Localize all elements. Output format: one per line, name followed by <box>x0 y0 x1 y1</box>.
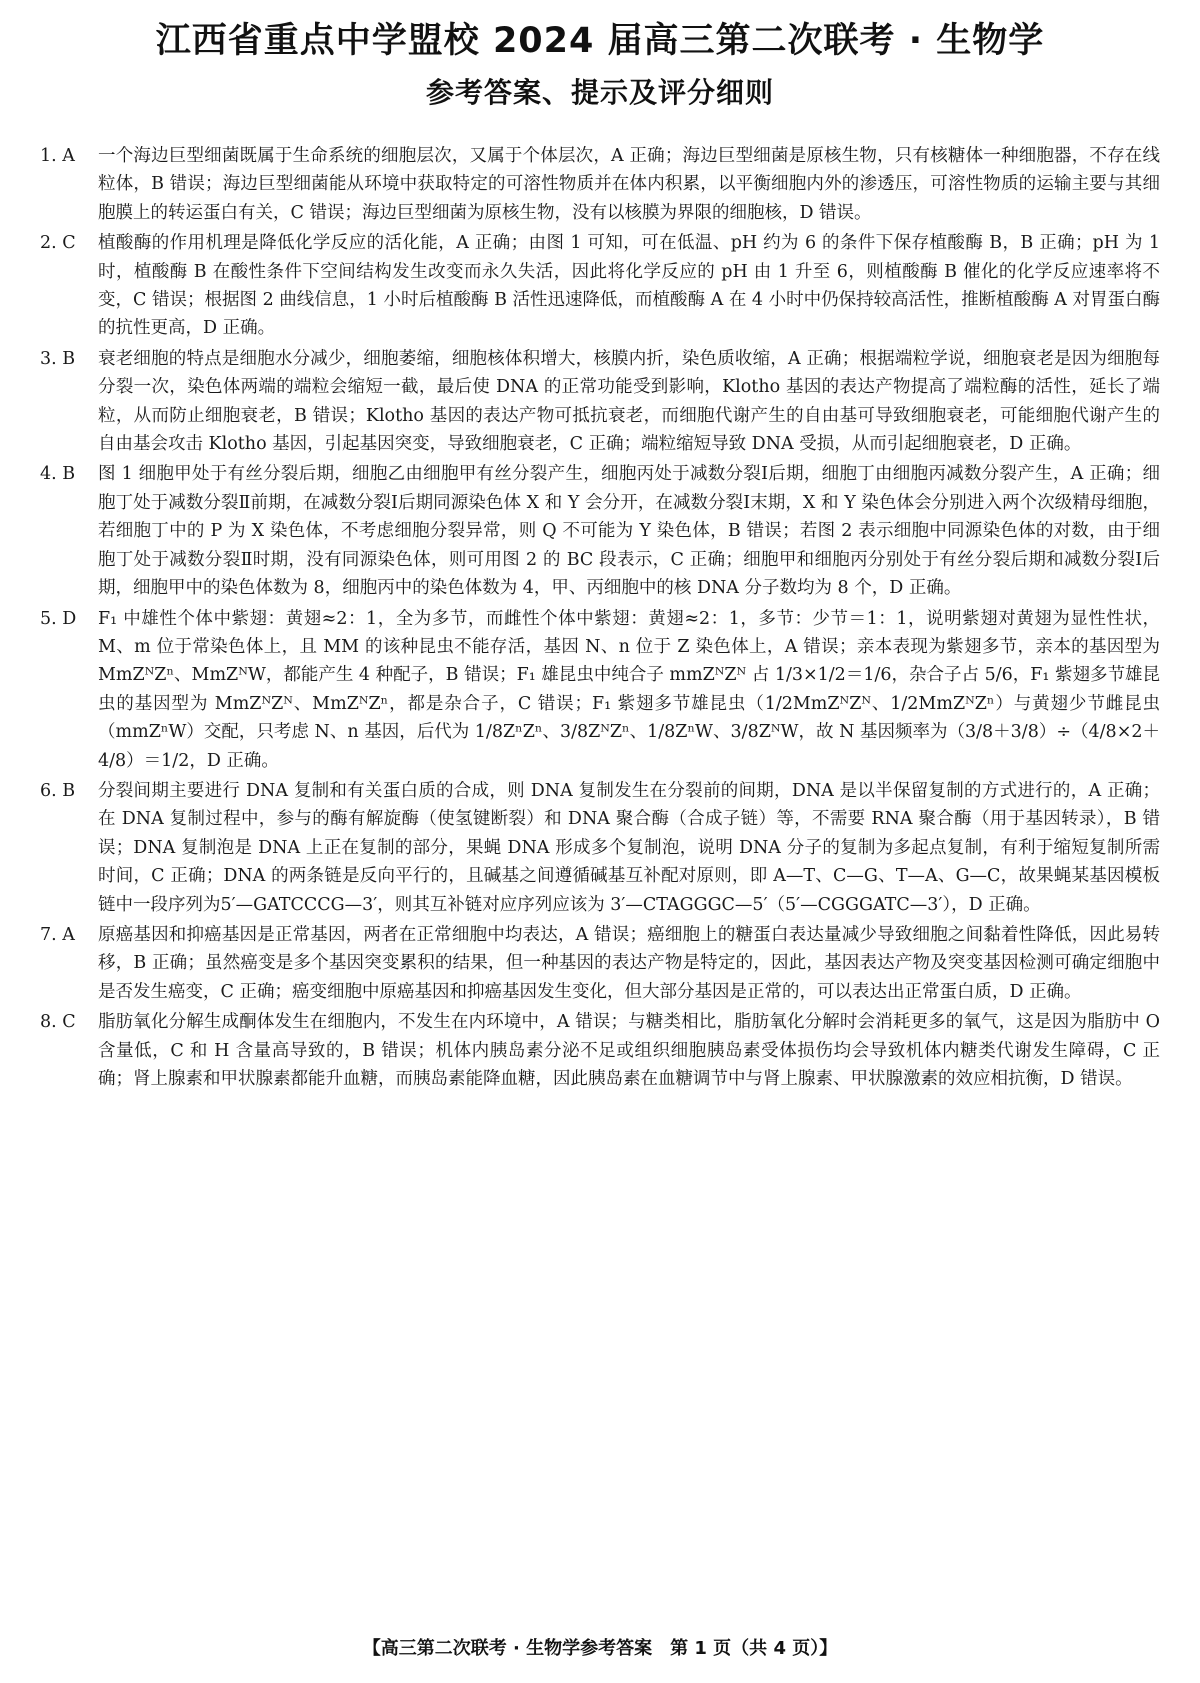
answer-number: 2. C <box>40 233 76 254</box>
answer-item-5 <box>40 605 1160 775</box>
answer-item-6 <box>40 777 1160 919</box>
answer-number: 1. A <box>40 146 75 166</box>
answer-number: 8. C <box>40 1012 76 1033</box>
answer-item-3 <box>40 345 1160 459</box>
answer-item-8 <box>40 1008 1160 1093</box>
answer-explanation: 原癌基因和抑癌基因是正常基因，两者在正常细胞中均表达，A 错误；癌细胞上的糖蛋白表达量减少导致细胞之间黏着性降低，因此易转移，B 正确；虽然癌变是多个基因突变累积的结果，但一种基因的表达产物是特定的，因此，基因表达产物及突变基因检测可确定细胞中是否发生癌变，C 正确；癌变细胞中原癌基因和抑癌基因发生变化，但大部分基因是正常的，可以表达出正常蛋白质，D 正确。 <box>98 924 1160 1002</box>
answer-item-2 <box>40 229 1160 343</box>
answer-explanation: F₁ 中雄性个体中紫翅：黄翅≈2：1，全为多节，而雌性个体中紫翅：黄翅≈2：1，多节：少节＝1：1，说明紫翅对黄翅为显性性状，M、m 位于常染色体上，且 MM 的该种昆虫不能存活，基因 N、n 位于 Z 染色体上，A 错误；亲本表现为紫翅多节，亲本的基因型为 MmZᴺZⁿ、MmZᴺW，都能产生 4 种配子，B 错误；F₁ 雄昆虫中纯合子 mmZᴺZᴺ 占 1/3×1/2＝1/6，杂合子占 5/6，F₁ 紫翅多节雄昆虫的基因型为 MmZᴺZᴺ、MmZᴺZⁿ，都是杂合子，C 错误；F₁ 紫翅多节雄昆虫（1/2MmZᴺZᴺ、1/2MmZᴺZⁿ）与黄翅少节雌昆虫（mmZⁿW）交配，只考虑 N、n 基因，后代为 1/8ZⁿZⁿ、3/8ZᴺZⁿ、1/8ZⁿW、3/8ZᴺW，故 N 基因频率为（3/8＋3/8）÷（4/8×2＋4/8）＝1/2，D 正确。 <box>98 608 1160 771</box>
page-footer: 【高三第二次联考 · 生物学参考答案 第 1 页（共 4 页）】 <box>362 1638 838 1659</box>
answer-item-4 <box>40 460 1160 602</box>
answer-explanation: 衰老细胞的特点是细胞水分减少，细胞萎缩，细胞核体积增大，核膜内折，染色质收缩，A 正确；根据端粒学说，细胞衰老是因为细胞每分裂一次，染色体两端的端粒会缩短一截，最后使 DNA 的正常功能受到影响，Klotho 基因的表达产物提高了端粒酶的活性，延长了端粒，从而防止细胞衰老，B 错误；Klotho 基因的表达产物可抵抗衰老，而细胞代谢产生的自由基可导致细胞衰老，可能细胞代谢产生的自由基会攻击 Klotho 基因，引起基因突变，导致细胞衰老，C 正确；端粒缩短导致 DNA 受损，从而引起细胞衰老，D 正确。 <box>98 348 1160 455</box>
answer-number: 7. A <box>40 924 75 945</box>
answer-number: 6. B <box>40 780 76 801</box>
answer-explanation: 分裂间期主要进行 DNA 复制和有关蛋白质的合成，则 DNA 复制发生在分裂前的间期，DNA 是以半保留复制的方式进行的，A 正确；在 DNA 复制过程中，参与的酶有解旋酶（使氢键断裂）和 DNA 聚合酶（合成子链）等，不需要 RNA 聚合酶（用于基因转录），B 错误；DNA 复制泡是 DNA 上正在复制的部分，果蝇 DNA 形成多个复制泡，说明 DNA 分子的复制为多起点复制，有利于缩短复制所需时间，C 正确；DNA 的两条链是反向平行的，且碱基之间遵循碱基互补配对原则，即 A—T、C—G、T—A、G—C，故果蝇某基因模板链中一段序列为5′—GATCCCG—3′，则其互补链对应序列应该为 3′—CTAGGGC—5′（5′—CGGGATC—3′），D 正确。 <box>98 780 1160 915</box>
answer-explanation: 脂肪氧化分解生成酮体发生在细胞内，不发生在内环境中，A 错误；与糖类相比，脂肪氧化分解时会消耗更多的氧气，这是因为脂肪中 O 含量低，C 和 H 含量高导致的，B 错误；机体内胰岛素分泌不足或组织细胞胰岛素受体损伤均会导致机体内糖类代谢发生障碍，C 正确；肾上腺素和甲状腺素都能升血糖，而胰岛素能降血糖，因此胰岛素在血糖调节中与肾上腺素、甲状腺激素的效应相抗衡，D 错误。 <box>98 1012 1160 1089</box>
answer-number: 4. B <box>40 464 76 485</box>
answer-number: 3. B <box>40 348 76 369</box>
answer-item-1 <box>40 142 1160 227</box>
answer-explanation: 图 1 细胞甲处于有丝分裂后期，细胞乙由细胞甲有丝分裂产生，细胞丙处于减数分裂Ⅰ后期，细胞丁由细胞丙减数分裂产生，A 正确；细胞丁处于减数分裂Ⅱ前期，在减数分裂Ⅰ后期同源染色体 X 和 Y 会分开，在减数分裂Ⅰ末期，X 和 Y 染色体会分别进入两个次级精母细胞，若细胞丁中的 P 为 X 染色体，不考虑细胞分裂异常，则 Q 不可能为 Y 染色体，B 错误；若图 2 表示细胞中同源染色体的对数，由于细胞丁处于减数分裂Ⅱ时期，没有同源染色体，则可用图 2 的 BC 段表示，C 正确；细胞甲和细胞丙分别处于有丝分裂后期和减数分裂Ⅰ后期，细胞甲中的染色体数为 8，细胞丙中的染色体数为 4，甲、丙细胞中的核 DNA 分子数均为 8 个，D 正确。 <box>98 464 1160 599</box>
answer-explanation: 一个海边巨型细菌既属于生命系统的细胞层次，又属于个体层次，A 正确；海边巨型细菌是原核生物，只有核糖体一种细胞器，不存在线粒体，B 错误；海边巨型细菌能从环境中获取特定的可溶性物质并在体内积累，以平衡细胞内外的渗透压，可溶性物质的运输主要与其细胞膜上的转运蛋白有关，C 错误；海边巨型细菌为原核生物，没有以核膜为界限的细胞核，D 错误。 <box>98 146 1160 223</box>
answer-number: 5. D <box>40 608 77 629</box>
page-subtitle: 参考答案、提示及评分细则 <box>425 76 774 109</box>
answer-item-7 <box>40 921 1160 1006</box>
answer-explanation: 植酸酶的作用机理是降低化学反应的活化能，A 正确；由图 1 可知，可在低温、pH 约为 6 的条件下保存植酸酶 B，B 正确；pH 为 1 时，植酸酶 B 在酸性条件下空间结构发生改变而永久失活，因此将化学反应的 pH 由 1 升至 6，则植酸酶 B 催化的化学反应速率将不变，C 错误；根据图 2 曲线信息，1 小时后植酸酶 B 活性迅速降低，而植酸酶 A 在 4 小时中仍保持较高活性，推断植酸酶 A 对胃蛋白酶的抗性更高，D 正确。 <box>98 233 1160 339</box>
page-title: 江西省重点中学盟校 2024 届高三第二次联考 · 生物学 <box>155 21 1045 61</box>
answer-list <box>40 142 1160 1095</box>
